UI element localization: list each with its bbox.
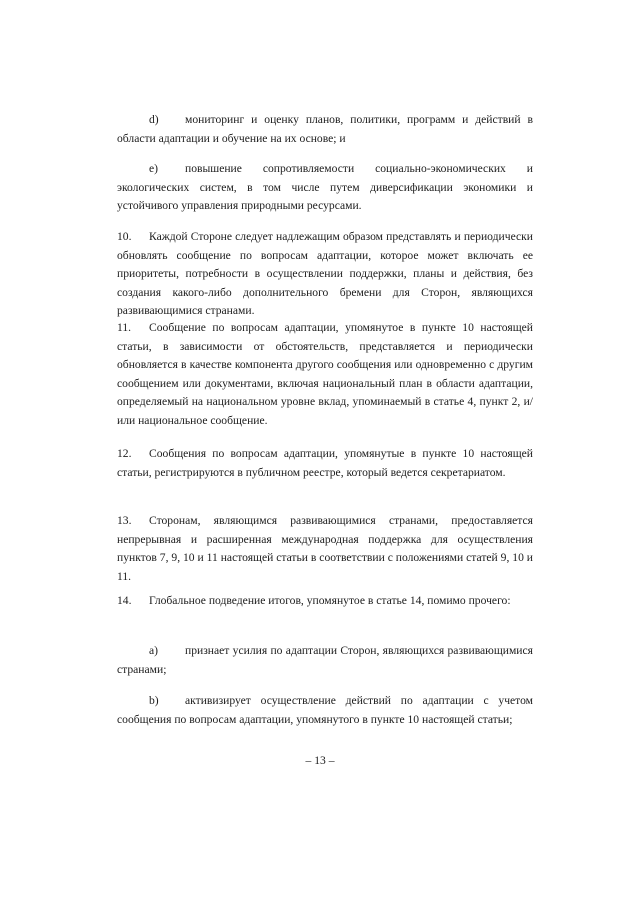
- paragraph-text: Сообщение по вопросам адаптации, упомянутое в пункте 10 настоящей статьи, в зависимости от обстоятельств, представляется и периодически обновляется в качестве компонента другого сообщения или одновременно с другим сообщением или документами, включая национальный план в области адаптации, определяемый на национальном уровне вклад, упоминаемый в статье 4, пункт 2, и/или национальное сообщение.: [117, 321, 533, 427]
- paragraph-e: [117, 160, 533, 216]
- paragraph-text: Сообщения по вопросам адаптации, упомянутые в пункте 10 настоящей статьи, регистрируются в публичном реестре, который ведется секретариатом.: [117, 447, 533, 479]
- item-marker: d): [149, 113, 159, 126]
- paragraph-text: признает усилия по адаптации Сторон, являющихся развивающимися странами;: [117, 644, 533, 676]
- paragraph-text: мониторинг и оценку планов, политики, программ и действий в области адаптации и обучение на их основе; и: [117, 113, 533, 145]
- paragraph-text: активизирует осуществление действий по адаптации с учетом сообщения по вопросам адаптации, упомянутого в пункте 10 настоящей статьи;: [117, 694, 533, 726]
- paragraph-11: [117, 319, 533, 431]
- paragraph-13: [117, 512, 533, 586]
- paragraph-text: Сторонам, являющимся развивающимися странами, предоставляется непрерывная и расширенная международная поддержка для осуществления пунктов 7, 9, 10 и 11 настоящей статьи в соответствии с положениями статей 9, 10 и 11.: [117, 514, 533, 583]
- paragraph-number: 14.: [117, 594, 132, 607]
- paragraph-b: [117, 692, 533, 729]
- paragraph-number: 12.: [117, 447, 132, 460]
- item-marker: а): [149, 644, 159, 657]
- page-number: – 13 –: [305, 754, 335, 767]
- paragraph-a: [117, 642, 533, 679]
- item-marker: b): [149, 694, 159, 707]
- paragraph-14: [117, 592, 533, 611]
- paragraph-10: [117, 228, 533, 321]
- paragraph-text: повышение сопротивляемости социально-экономических и экологических систем, в том числе путем диверсификации экономики и устойчивого управления природными ресурсами.: [117, 162, 533, 213]
- paragraph-text: Каждой Стороне следует надлежащим образом представлять и периодически обновлять сообщение по вопросам адаптации, которое может включать ее приоритеты, потребности в осуществлении поддержки, планы и действия, без создания какого-либо дополнительного бремени для Сторон, являющихся развивающимися странами.: [117, 230, 533, 318]
- paragraph-number: 10.: [117, 230, 132, 243]
- paragraph-text: Глобальное подведение итогов, упомянутое в статье 14, помимо прочего:: [149, 594, 511, 607]
- paragraph-number: 11.: [117, 321, 132, 334]
- paragraph-d: [117, 111, 533, 148]
- paragraph-number: 13.: [117, 514, 132, 527]
- item-marker: е): [149, 162, 159, 175]
- paragraph-12: [117, 445, 533, 482]
